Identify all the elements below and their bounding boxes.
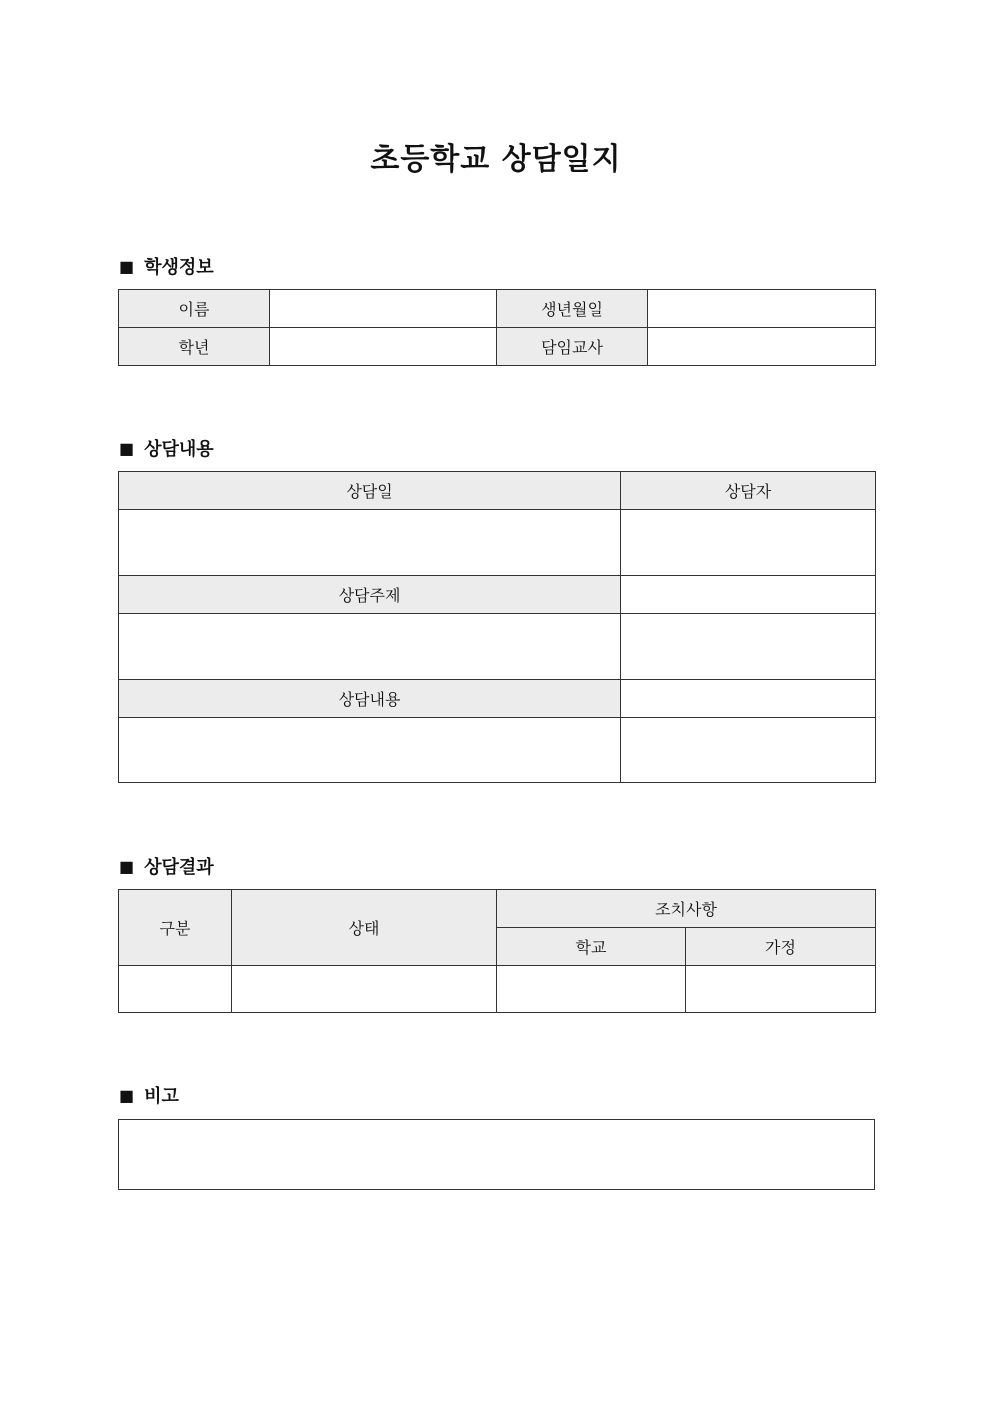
square-bullet-icon: ■ — [119, 1085, 135, 1105]
name-field[interactable] — [270, 290, 497, 328]
section-heading-label: 학생정보 — [144, 257, 214, 278]
topic-side-field[interactable] — [621, 614, 876, 680]
status-field[interactable] — [232, 966, 497, 1013]
teacher-field[interactable] — [648, 328, 876, 366]
content-side-field[interactable] — [621, 718, 876, 783]
section-heading-counsel-result — [119, 853, 214, 879]
content-side-cell[interactable] — [621, 680, 876, 718]
status-label: 상태 — [232, 890, 497, 966]
remarks-field[interactable] — [118, 1119, 875, 1190]
section-heading-label: 비고 — [144, 1086, 179, 1107]
date-field[interactable] — [119, 510, 621, 576]
content-label: 상담내용 — [119, 680, 621, 718]
category-field[interactable] — [119, 966, 232, 1013]
section-heading-counsel-content — [119, 435, 214, 461]
section-heading-student-info — [119, 253, 214, 279]
grade-label: 학년 — [119, 328, 270, 366]
birth-label: 생년월일 — [497, 290, 648, 328]
section-heading-label: 상담결과 — [144, 857, 214, 878]
student-info-table — [118, 289, 876, 366]
school-field[interactable] — [497, 966, 686, 1013]
counselor-field[interactable] — [621, 510, 876, 576]
home-field[interactable] — [686, 966, 876, 1013]
home-label: 가정 — [686, 928, 876, 966]
topic-field[interactable] — [119, 614, 621, 680]
date-label: 상담일 — [119, 472, 621, 510]
topic-label: 상담주제 — [119, 576, 621, 614]
name-label: 이름 — [119, 290, 270, 328]
actions-label: 조치사항 — [497, 890, 876, 928]
square-bullet-icon: ■ — [119, 438, 135, 458]
counsel-content-table — [118, 471, 876, 783]
teacher-label: 담임교사 — [497, 328, 648, 366]
counselor-label: 상담자 — [621, 472, 876, 510]
birth-field[interactable] — [648, 290, 876, 328]
school-label: 학교 — [497, 928, 686, 966]
topic-side-cell[interactable] — [621, 576, 876, 614]
grade-field[interactable] — [270, 328, 497, 366]
square-bullet-icon: ■ — [119, 256, 135, 276]
square-bullet-icon: ■ — [119, 856, 135, 876]
section-heading-remarks — [119, 1082, 179, 1108]
section-heading-label: 상담내용 — [144, 439, 214, 460]
counsel-result-table — [118, 889, 876, 1013]
category-label: 구분 — [119, 890, 232, 966]
page-title: 초등학교 상담일지 — [370, 142, 622, 177]
content-field[interactable] — [119, 718, 621, 783]
